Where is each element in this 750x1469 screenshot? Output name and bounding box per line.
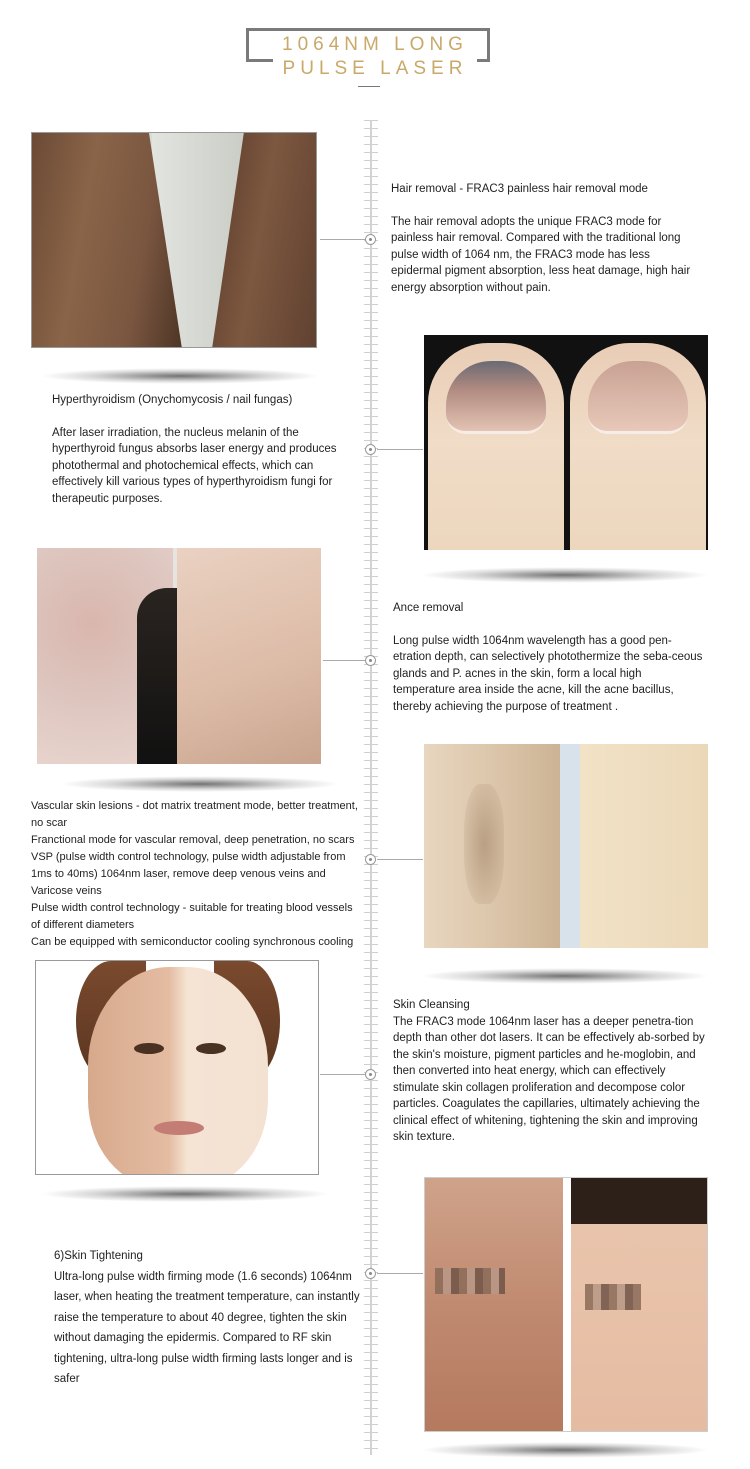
- image-shadow-2: [420, 567, 710, 583]
- connector-5: [320, 1074, 366, 1075]
- title-underline: [358, 86, 380, 87]
- section-vascular: [31, 798, 361, 951]
- section-body: After laser irradiation, the nucleus melanin of the hyperthyroid fungus absorbs laser energy and produces photothermal and photochemical effects, which can effectively kill various types of hyperthyroidism fungi for therapeutic purposes.: [52, 426, 337, 505]
- section-heading: 6)Skin Tightening: [54, 1250, 143, 1262]
- section-skin-tightening: [54, 1246, 364, 1390]
- skin-tightening-image: [424, 1177, 708, 1432]
- timeline-axis: [370, 120, 372, 1455]
- vascular-line: Pulse width control technology - suitable for treating blood vessels of different diameters: [31, 902, 353, 931]
- section-heading: Hair removal - FRAC3 painless hair removal mode: [391, 183, 648, 195]
- timeline-node-5: [365, 1069, 376, 1080]
- page-title-line2-text: PULSE LASER: [273, 58, 478, 79]
- section-skin-cleansing: [393, 997, 705, 1146]
- timeline-node-1: [365, 234, 376, 245]
- image-shadow-4: [420, 968, 710, 984]
- vascular-line: Franctional mode for vascular removal, deep penetration, no scars: [31, 834, 355, 846]
- timeline-node-2: [365, 444, 376, 455]
- section-hair-removal: [391, 181, 701, 296]
- section-body: Ultra-long pulse width firming mode (1.6 seconds) 1064nm laser, when heating the treatment temperature, can instantly raise the temperature to about 40 degree, tighten the skin without damaging the epidermis. Compared to RF skin tightening, ultra-long pulse width firming lasts longer and is safer: [54, 1270, 360, 1385]
- section-heading: Hyperthyroidism (Onychomycosis / nail fungas): [52, 394, 293, 406]
- section-body: Long pulse width 1064nm wavelength has a good pen-etration depth, can selectively photothermize the seba-ceous glands and P. acnes in the skin, form a local high temperature area inside the acne, kill the acne bacillus, thereby achieving the purpose of treatment .: [393, 634, 703, 713]
- section-heading: Ance removal: [393, 602, 464, 614]
- page-title-line2: [0, 58, 750, 80]
- section-acne: [393, 600, 705, 715]
- skin-cleansing-image: [35, 960, 319, 1175]
- connector-4: [377, 859, 423, 860]
- image-shadow-5: [40, 1186, 330, 1202]
- connector-6: [377, 1273, 423, 1274]
- timeline-node-3: [365, 655, 376, 666]
- varicose-veins-image: [424, 744, 708, 948]
- connector-2: [377, 449, 423, 450]
- timeline-node-4: [365, 854, 376, 865]
- image-shadow-1: [40, 368, 320, 384]
- connector-1: [320, 239, 366, 240]
- image-shadow-3: [60, 776, 340, 792]
- acne-image: [37, 548, 321, 764]
- vascular-line: VSP (pulse width control technology, pulse width adjustable from 1ms to 40ms) 1064nm laser, remove deep venous veins and Varicose veins: [31, 851, 346, 897]
- section-body: The hair removal adopts the unique FRAC3 mode for painless hair removal. Compared with the traditional long pulse width of 1064 nm, the FRAC3 mode has less epidermal pigment absorption, less heat damage, high hair energy absorption without pain.: [391, 215, 691, 294]
- section-heading: Skin Cleansing: [393, 999, 470, 1011]
- section-body: The FRAC3 mode 1064nm laser has a deeper penetra-tion depth than other dot lasers. It can be effectively ab-sorbed by the skin's moisture, pigment particles and he-moglobin, and then converted into heat energy, which can effectively stimulate skin collagen proliferation and decompose color particles. Coagulates the capillaries, ultimately achieving the clinical effect of whitening, tightening the skin and improving skin texture.: [393, 1015, 705, 1143]
- hair-removal-image: [31, 132, 317, 348]
- vascular-line: Can be equipped with semiconductor cooling synchronous cooling: [31, 936, 354, 948]
- section-nail-fungus: [52, 392, 362, 507]
- page-title-line1: 1064NM LONG: [282, 34, 468, 55]
- timeline-node-6: [365, 1268, 376, 1279]
- image-shadow-6: [420, 1442, 710, 1458]
- nail-fungus-image: [424, 335, 708, 550]
- connector-3: [323, 660, 366, 661]
- vascular-line: Vascular skin lesions - dot matrix treatment mode, better treatment, no scar: [31, 800, 358, 829]
